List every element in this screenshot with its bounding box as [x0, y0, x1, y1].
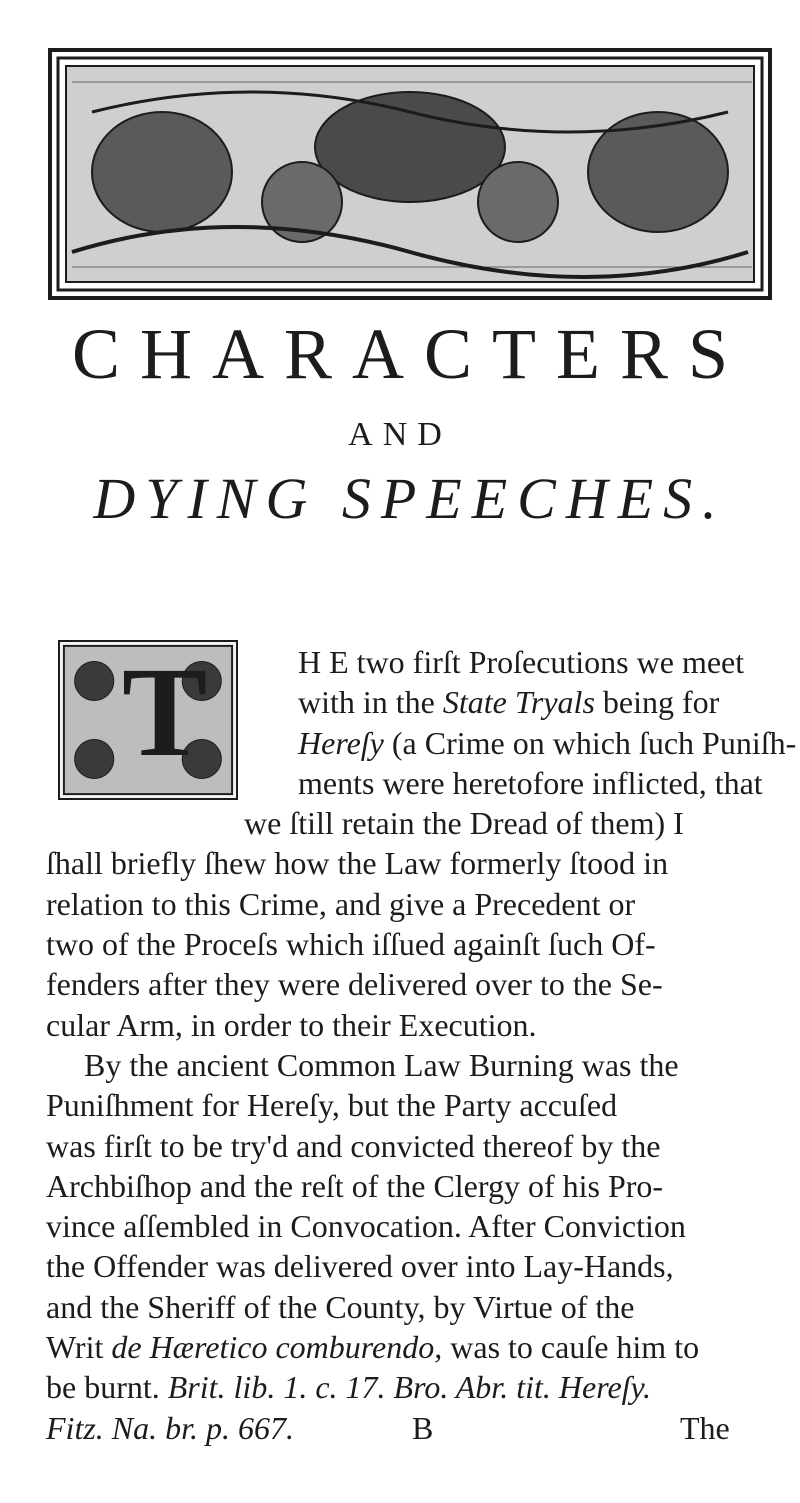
catchword: The — [680, 1410, 730, 1446]
text-line: Hereſy (a Crime on which ſuch Puniſh- — [298, 724, 797, 761]
title-characters: CHARACTERS — [71, 314, 749, 394]
text-line: relation to this Crime, and give a Precedent or — [46, 885, 636, 922]
text-line: Writ de Hæretico comburendo, was to cauſe him to — [46, 1329, 700, 1366]
ornamental-headpiece — [48, 48, 772, 300]
text-line: H E two firſt Proſecutions we meet — [298, 644, 745, 680]
text-line: ſhall briefly ſhew how the Law formerly ſtood in — [46, 845, 669, 882]
text-line: we ſtill retain the Dread of them) I — [244, 805, 684, 842]
text-line: By the ancient Common Law Burning was the — [84, 1046, 679, 1083]
text-line: with in the State Tryals being for — [298, 684, 720, 721]
text-line: vince aſſembled in Convocation. After Conviction — [46, 1208, 686, 1245]
text-line: Fitz. Na. br. p. 667. — [46, 1409, 295, 1446]
text-line: Archbiſhop and the reſt of the Clergy of his Pro- — [46, 1167, 664, 1204]
body-text — [46, 642, 797, 1448]
text-line: the Offender was delivered over into Lay-Hands, — [46, 1248, 674, 1285]
text-line: be burnt. Brit. lib. 1. c. 17. Bro. Abr. tit. Hereſy. — [46, 1369, 651, 1406]
text-line: and the Sheriff of the County, by Virtue of the — [46, 1288, 635, 1325]
page-footer — [0, 1410, 800, 1450]
title-dying-speeches: DYING SPEECHES. — [93, 466, 727, 531]
text-line: Puniſhment for Hereſy, but the Party accuſed — [46, 1087, 618, 1124]
title-and: AND — [348, 416, 452, 453]
text-line: was firſt to be try'd and convicted thereof by the — [46, 1127, 661, 1164]
signature-mark: B — [412, 1410, 434, 1446]
text-line: ments were heretofore inflicted, that — [298, 764, 763, 801]
headpiece-engraving — [52, 52, 768, 296]
text-line: two of the Proceſs which iſſued againſt ſuch Of- — [46, 926, 656, 963]
text-line: cular Arm, in order to their Execution. — [46, 1006, 537, 1043]
drop-cap-letter: T — [122, 641, 208, 783]
text-line: fenders after they were delivered over to the Se- — [46, 966, 663, 1003]
